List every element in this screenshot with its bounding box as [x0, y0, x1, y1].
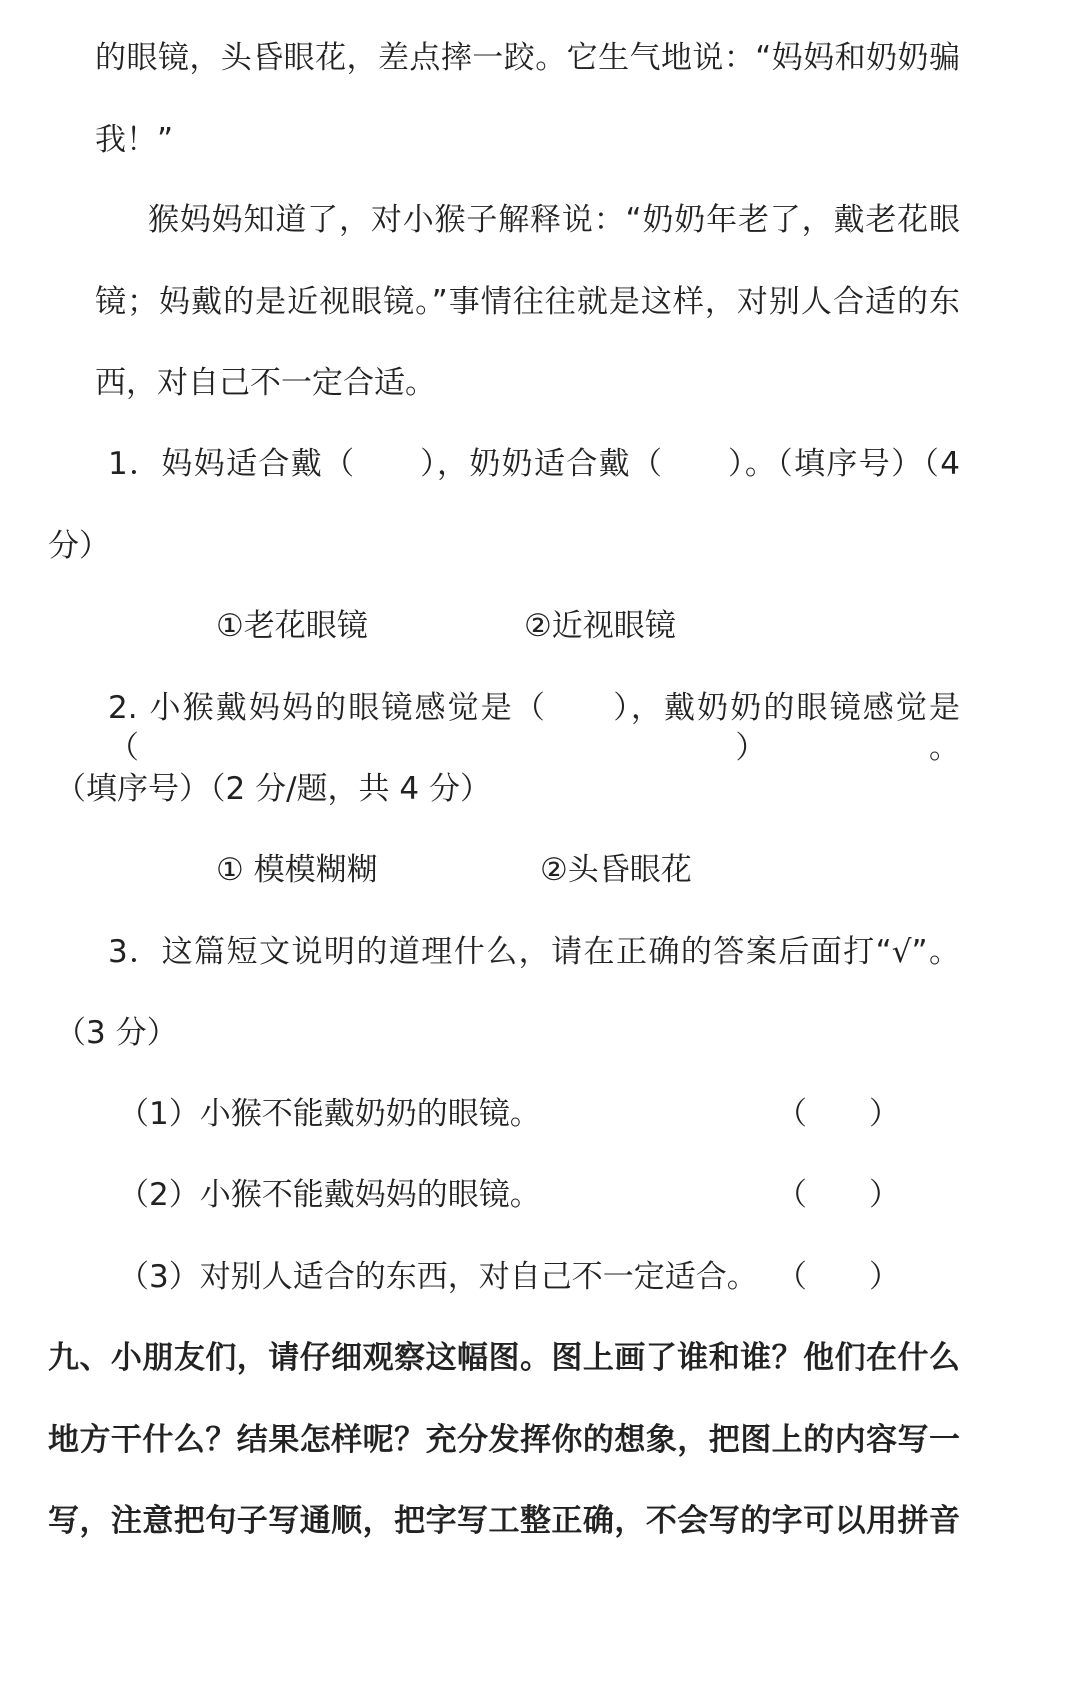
section-9-line-1: 九、小朋友们，请仔细观察这幅图。图上画了谁和谁？他们在什么 — [48, 1340, 960, 1376]
passage-line-3: 猴妈妈知道了，对小猴子解释说：“奶奶年老了，戴老花眼 — [148, 202, 960, 238]
question-3-item-3-blank[interactable]: （ ） — [776, 1259, 900, 1295]
passage-line-5: 西，对自己不一定合适。 — [95, 365, 436, 401]
passage-line-4: 镜；妈戴的是近视眼镜。”事情往往就是这样，对别人合适的东 — [95, 284, 960, 320]
question-2-option-2: ②头昏眼花 — [540, 852, 692, 888]
question-1-text: 1．妈妈适合戴（ ），奶奶适合戴（ ）。（填序号）（4 — [108, 446, 960, 482]
question-3-item-1: （1）小猴不能戴奶奶的眼镜。 — [118, 1096, 541, 1132]
question-3-text-cont: （3 分） — [55, 1015, 178, 1051]
question-2-text-cont: （填序号）（2 分/题，共 4 分） — [55, 771, 491, 807]
question-3-item-1-blank[interactable]: （ ） — [776, 1096, 900, 1132]
question-3-item-2: （2）小猴不能戴妈妈的眼镜。 — [118, 1177, 541, 1213]
question-2-text: 2. 小猴戴妈妈的眼镜感觉是（ ），戴奶奶的眼镜感觉是（ ）。 — [108, 690, 960, 766]
question-3-item-3: （3）对别人适合的东西，对自己不一定适合。 — [118, 1259, 758, 1295]
question-2-option-1: ① 模模糊糊 — [216, 852, 378, 888]
question-3-text: 3．这篇短文说明的道理什么，请在正确的答案后面打“√”。 — [108, 934, 960, 970]
question-1-option-1: ①老花眼镜 — [216, 608, 368, 644]
question-1-option-2: ②近视眼镜 — [524, 608, 676, 644]
section-9-line-3: 写，注意把句子写通顺，把字写工整正确，不会写的字可以用拼音 — [48, 1503, 960, 1539]
section-9-line-2: 地方干什么？结果怎样呢？充分发挥你的想象，把图上的内容写一 — [48, 1422, 960, 1458]
question-3-item-2-blank[interactable]: （ ） — [776, 1177, 900, 1213]
question-1-text-cont: 分） — [48, 528, 110, 564]
passage-line-2: 我！” — [95, 122, 174, 158]
passage-line-1: 的眼镜，头昏眼花，差点摔一跤。它生气地说：“妈妈和奶奶骗 — [95, 40, 960, 76]
